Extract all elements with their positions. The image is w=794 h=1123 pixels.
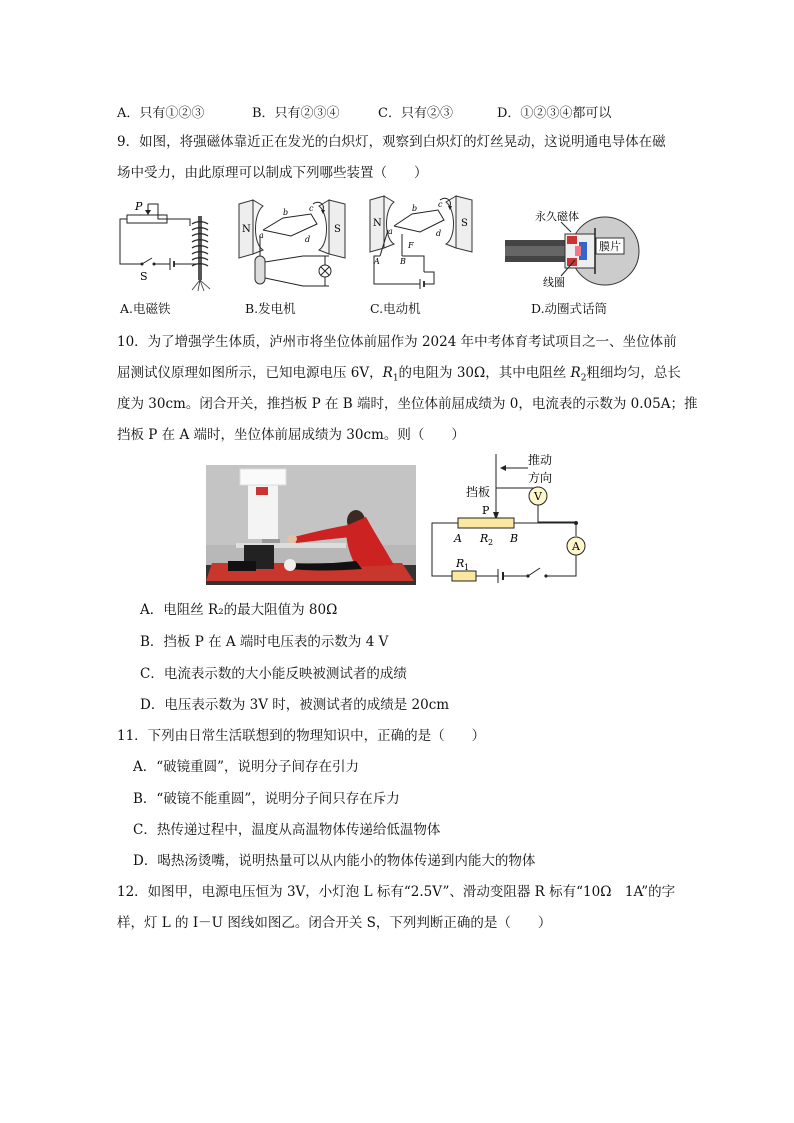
fig-d-coil-label: 线圈 [543, 276, 565, 289]
circuit-r2-sub: 2 [488, 538, 494, 547]
figure-electromagnet [112, 198, 227, 294]
fig-b-c-label: c [309, 204, 314, 213]
circuit-r1-label: R [456, 557, 465, 570]
figure-microphone [495, 206, 655, 292]
fig-c-a-point: A [374, 257, 380, 266]
fig-b-n-label: N [242, 224, 251, 235]
q10-r1-symbol: R [382, 365, 393, 381]
circuit-ammeter-label: A [572, 540, 580, 553]
q9-caption-c: C.电动机 [370, 301, 421, 316]
q8-option-a: A．只有①②③ [117, 106, 205, 121]
fig-c-f-label: F [408, 241, 414, 250]
q11-option-b: B．“破镜不能重圆”，说明分子间只存在斥力 [133, 791, 400, 807]
q10-circuit-diagram [428, 450, 603, 585]
q9-caption-a: A.电磁铁 [120, 301, 171, 316]
q10-stem-line1: 10．为了增强学生体质，泸州市将坐位体前屈作为 2024 年中考体育考试项目之一、坐位体前 [117, 334, 677, 350]
q10-option-d: D．电压表示数为 3V 时，被测试者的成绩是 20cm [140, 697, 450, 713]
q12-stem-line2: 样，灯 L 的 I－U 图线如图乙。闭合开关 S，下列判断正确的是（ ） [117, 915, 552, 931]
q11-option-d: D．喝热汤烫嘴，说明热量可以从内能小的物体传递到内能大的物体 [133, 853, 536, 869]
q10-stem-line2b: 的电阻为 30Ω，其中电阻丝 [398, 365, 571, 381]
fig-c-b-label: b [412, 204, 418, 213]
q10-stem-line2c: 粗细均匀，总长 [586, 365, 681, 381]
fig-c-b-point: B [400, 257, 406, 266]
q10-r1-sub: 1 [392, 373, 399, 384]
q10-stem-line2a: 屈测试仪原理如图所示，已知电源电压 6V， [117, 365, 383, 381]
q11-stem: 11．下列由日常生活联想到的物理知识中，正确的是（ ） [117, 728, 486, 744]
q10-stem-line2 [117, 363, 681, 389]
q10-r2-symbol: R [570, 365, 581, 381]
q10-option-b: B．挡板 P 在 A 端时电压表的示数为 4 V [140, 634, 389, 650]
q10-option-a: A．电阻丝 R₂的最大阻值为 80Ω [140, 602, 338, 618]
sit-and-reach-photo [206, 465, 416, 585]
fig-c-c-label: c [438, 200, 443, 209]
q8-option-c: C．只有②③ [378, 106, 453, 121]
q10-stem-line3: 度为 30cm。闭合开关，推挡板 P 在 B 端时，坐位体前屈成绩为 0，电流表的示数为 0.05A；推 [117, 396, 698, 412]
q11-option-a: A．“破镜重圆”，说明分子间存在引力 [133, 759, 360, 775]
q9-stem-line2: 场中受力，由此原理可以制成下列哪些装置（ ） [117, 165, 428, 181]
fig-b-b-label: b [283, 208, 289, 217]
fig-c-s-label: S [461, 218, 468, 229]
fig-a-s-label: S [140, 270, 148, 283]
fig-b-a-label: a [259, 231, 264, 240]
q8-option-b: B．只有②③④ [252, 106, 340, 121]
q11-option-c: C．热传递过程中，温度从高温物体传递给低温物体 [133, 822, 441, 838]
q10-r2-sub: 2 [580, 373, 587, 384]
circuit-r1-sub: 1 [464, 563, 470, 572]
circuit-b-end-label: B [510, 532, 519, 545]
q9-caption-b: B.发电机 [245, 301, 296, 316]
circuit-direction-label: 方向 [528, 471, 553, 485]
q9-stem-line1: 9．如图，将强磁体靠近正在发光的白炽灯，观察到白炽灯的灯丝晃动，这说明通电导体在磁 [117, 134, 666, 150]
q8-option-d: D．①②③④都可以 [497, 106, 612, 121]
fig-c-d-label: d [436, 229, 442, 238]
fig-a-p-label: P [135, 200, 143, 213]
fig-c-n-label: N [373, 218, 382, 229]
figure-motor [366, 192, 478, 294]
circuit-r2-label: R [480, 532, 489, 545]
circuit-push-label: 推动 [528, 453, 553, 467]
fig-b-s-label: S [334, 224, 341, 235]
fig-d-diaphragm-label: 膜片 [599, 240, 621, 253]
fig-b-d-label: d [305, 235, 311, 244]
circuit-p-label: P [482, 504, 490, 517]
circuit-voltmeter-label: V [534, 490, 542, 503]
q10-option-c: C．电流表示数的大小能反映被测试者的成绩 [140, 666, 407, 682]
fig-c-a-label: a [388, 227, 393, 236]
fig-d-magnet-label: 永久磁体 [535, 210, 579, 223]
q12-stem-line1: 12．如图甲，电源电压恒为 3V，小灯泡 L 标有“2.5V”、滑动变阻器 R 标有“10Ω 1A”的字 [117, 884, 676, 900]
q9-caption-d: D.动圈式话筒 [531, 301, 608, 316]
circuit-baffle-label: 挡板 [466, 485, 491, 499]
circuit-a-end-label: A [454, 532, 462, 545]
figure-generator [233, 196, 351, 294]
q10-stem-line4: 挡板 P 在 A 端时，坐位体前屈成绩为 30cm。则（ ） [117, 427, 465, 443]
